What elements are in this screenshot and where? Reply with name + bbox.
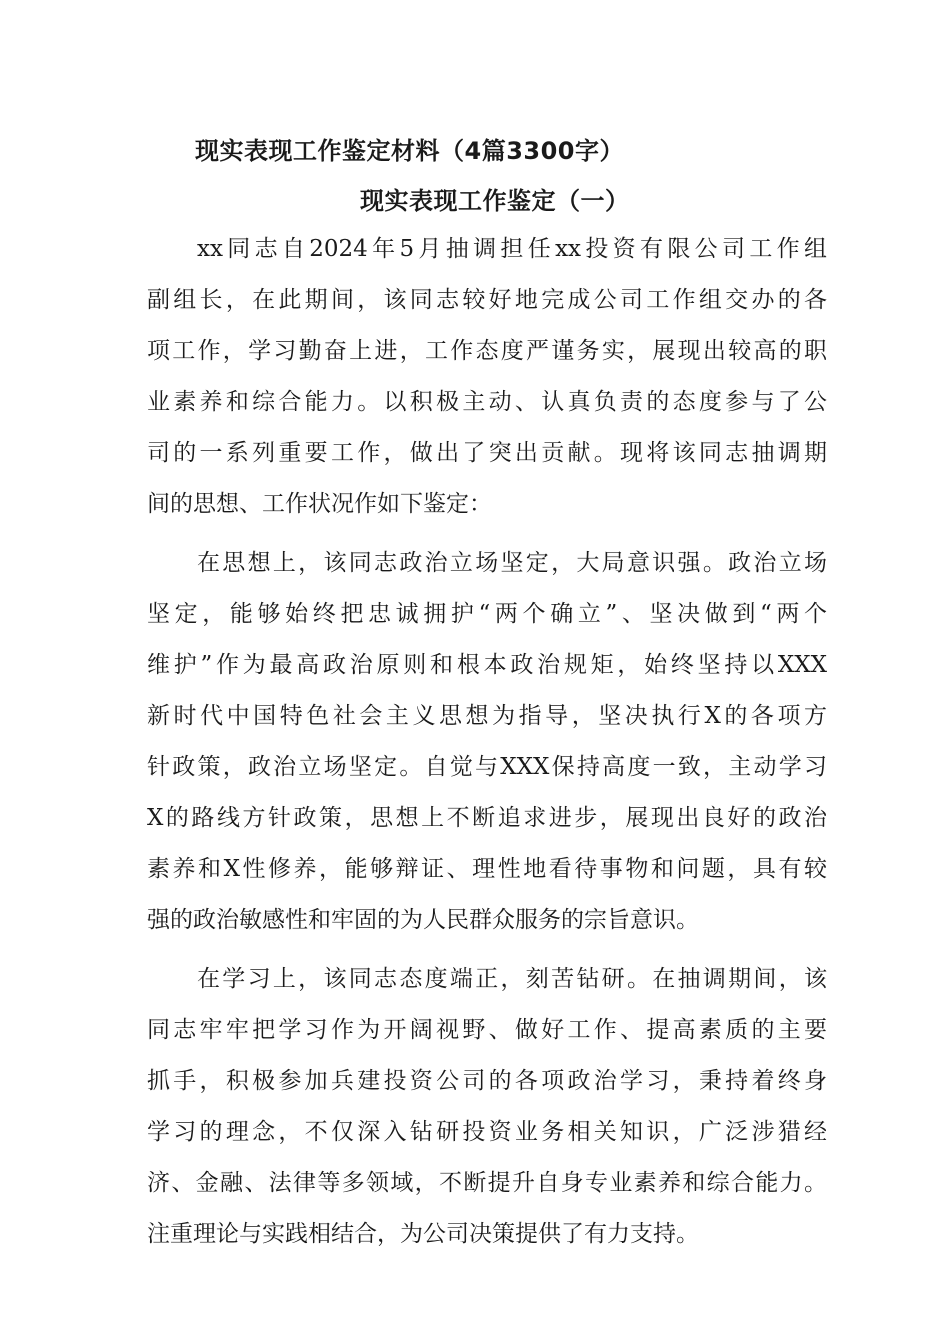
text-line: 素养和X性修养，能够辩证、理性地看待事物和问题，具有较 — [147, 856, 827, 882]
text-line: 强的政治敏感性和牢固的为人民群众服务的宗旨意识。 — [147, 907, 699, 933]
text-line: 在学习上，该同志态度端正，刻苦钻研。在抽调期间，该 — [197, 966, 827, 992]
text-line: 坚定，能够始终把忠诚拥护“两个确立”、坚决做到“两个 — [147, 601, 827, 627]
text-line: 抓手，积极参加兵建投资公司的各项政治学习，秉持着终身 — [147, 1068, 827, 1094]
paragraph-thought — [147, 538, 827, 946]
text-line: 济、金融、法律等多领域，不断提升自身专业素养和综合能力。 — [147, 1170, 827, 1196]
text-line: 注重理论与实践相结合，为公司决策提供了有力支持。 — [147, 1221, 699, 1247]
paragraph-study — [147, 954, 827, 1260]
paragraph-intro — [147, 224, 827, 530]
text-line: 同志牢牢把学习作为开阔视野、做好工作、提高素质的主要 — [147, 1017, 827, 1043]
document-body — [147, 224, 827, 1268]
text-line: 针政策，政治立场坚定。自觉与XXX保持高度一致，主动学习 — [147, 754, 827, 780]
text-line: 副组长，在此期间，该同志较好地完成公司工作组交办的各 — [147, 287, 827, 313]
text-line: 新时代中国特色社会主义思想为指导，坚决执行X的各项方 — [147, 703, 827, 729]
text-line: 司的一系列重要工作，做出了突出贡献。现将该同志抽调期 — [147, 440, 827, 466]
text-line: xx同志自2024年5月抽调担任xx投资有限公司工作组 — [197, 236, 827, 262]
section-title: 现实表现工作鉴定（一） — [360, 187, 630, 215]
text-line: 项工作，学习勤奋上进，工作态度严谨务实，展现出较高的职 — [147, 338, 827, 364]
text-line: 间的思想、工作状况作如下鉴定： — [147, 491, 492, 517]
text-line: X的路线方针政策，思想上不断追求进步，展现出良好的政治 — [147, 805, 827, 831]
text-line: 在思想上，该同志政治立场坚定，大局意识强。政治立场 — [197, 550, 827, 576]
text-line: 业素养和综合能力。以积极主动、认真负责的态度参与了公 — [147, 389, 827, 415]
text-line: 维护”作为最高政治原则和根本政治规矩，始终坚持以XXX — [147, 652, 827, 678]
document-title: 现实表现工作鉴定材料（4篇3300字） — [195, 137, 624, 165]
text-line: 学习的理念，不仅深入钻研投资业务相关知识，广泛涉猎经 — [147, 1119, 827, 1145]
